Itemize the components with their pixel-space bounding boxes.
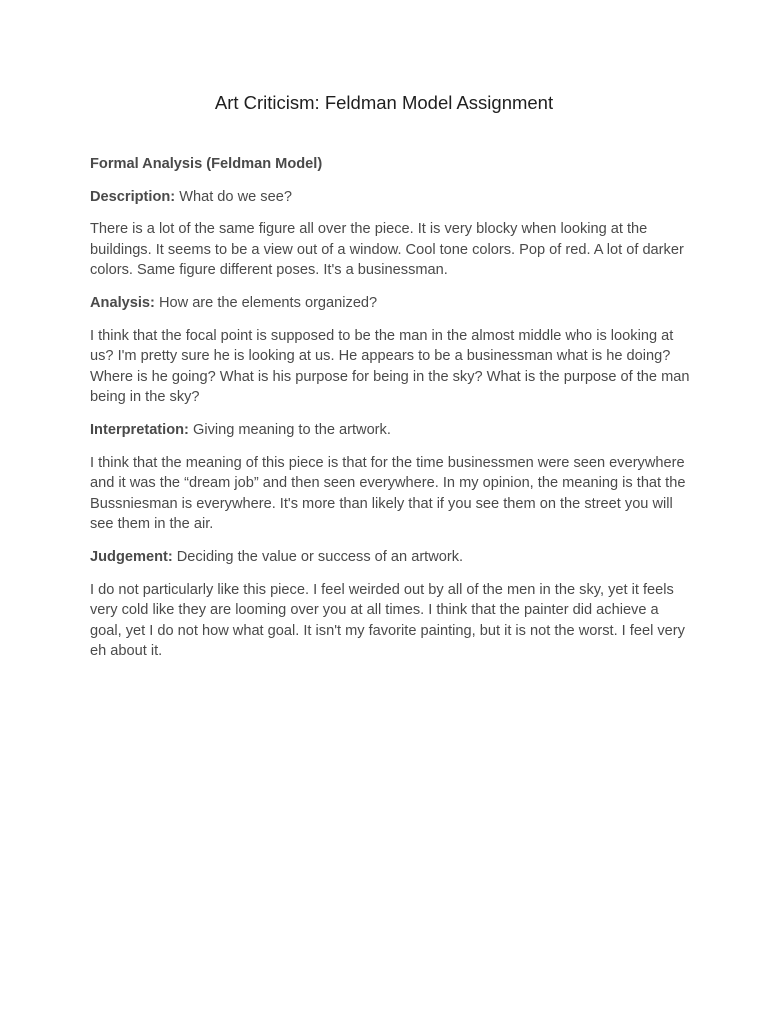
judgement-response: I do not particularly like this piece. I feel weirded out by all of the men in the sky, yet it feels very cold like they are looming over you at all times. I think that the painter did achieve a goal, yet I do not how what goal. It isn't my favorite painting, but it is not the worst. I feel very eh about it. xyxy=(90,581,685,660)
judgement-label: Judgement: xyxy=(90,548,173,565)
interpretation-label: Interpretation: xyxy=(90,421,189,438)
interpretation-question: Giving meaning to the artwork. xyxy=(188,421,391,438)
analysis-prompt xyxy=(90,293,690,314)
analysis-question: How are the elements organized? xyxy=(154,294,378,311)
description-prompt xyxy=(90,187,690,208)
section-heading: Formal Analysis (Feldman Model) xyxy=(90,156,323,172)
interpretation-response: I think that the meaning of this piece is that for the time businessmen were seen everywhere and it was the “dream job” and then seen everywhere. In my opinion, the meaning is that the Bussniesman is everywhere. It's more than likely that if you see them on the street you will see them in the air. xyxy=(90,454,686,533)
judgement-question: Deciding the value or success of an artwork. xyxy=(172,548,464,565)
document-title: Art Criticism: Feldman Model Assignment xyxy=(214,92,554,113)
judgement-prompt xyxy=(90,547,690,568)
interpretation-prompt xyxy=(90,420,690,441)
analysis-label: Analysis: xyxy=(90,294,155,311)
description-label: Description: xyxy=(90,188,176,205)
document-body xyxy=(90,154,690,674)
description-response: There is a lot of the same figure all over the piece. It is very blocky when looking at the buildings. It seems to be a view out of a window. Cool tone colors. Pop of red. A lot of darker colors. Same figure different poses. It's a businessman. xyxy=(90,221,684,279)
analysis-response: I think that the focal point is supposed to be the man in the almost middle who is looking at us? I'm pretty sure he is looking at us. He appears to be a businessman what is he doing? Where is he going? What is his purpose for being in the sky? What is the purpose of the man being in the sky? xyxy=(90,327,690,406)
description-question: What do we see? xyxy=(175,188,292,205)
